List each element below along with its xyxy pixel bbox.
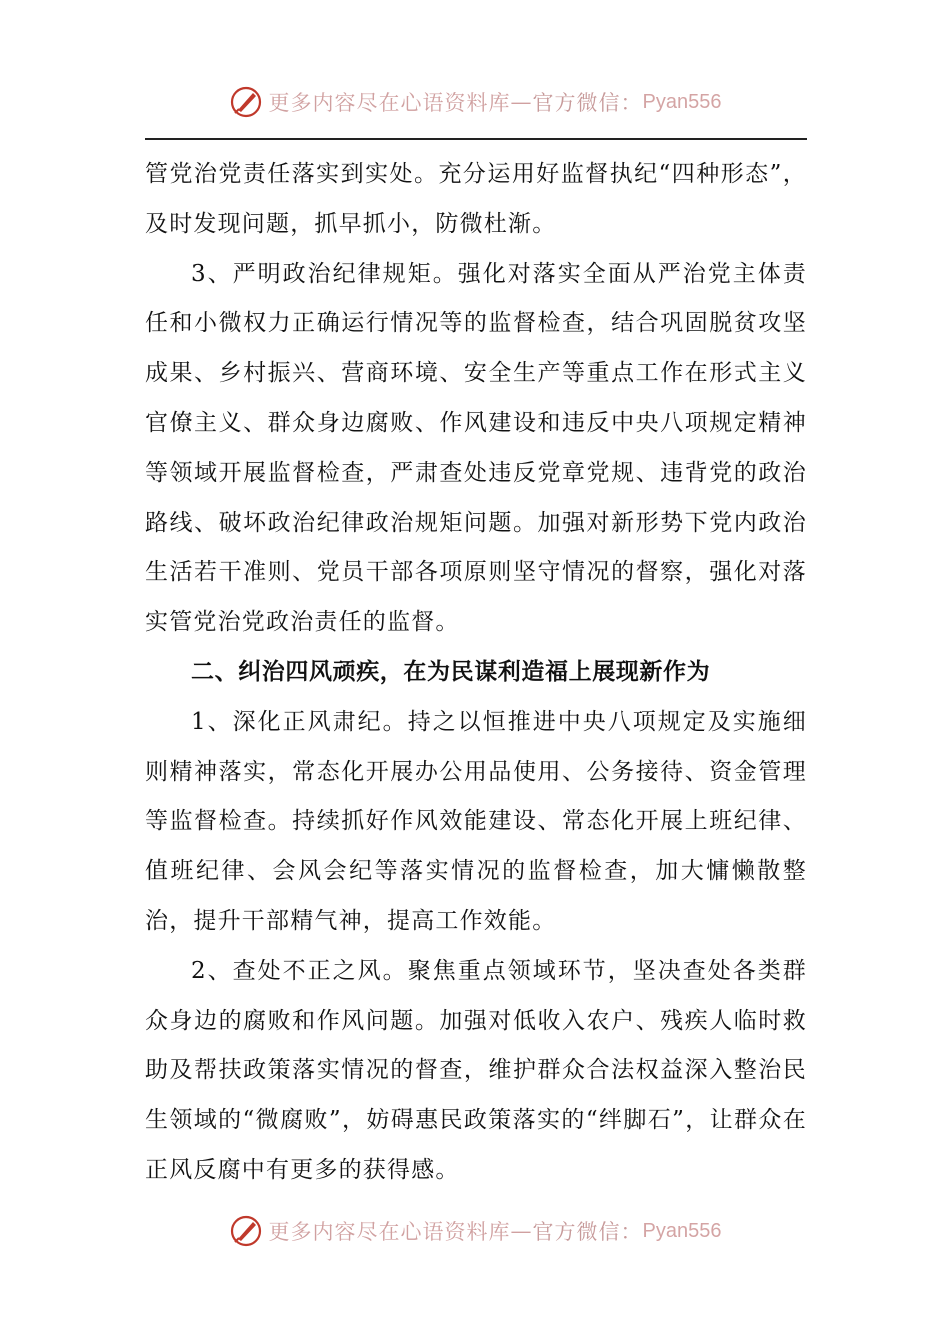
header-dash: — [510, 90, 533, 114]
page-footer [0, 1211, 950, 1251]
paragraph-investigate-misconduct: 2、查处不正之风。聚焦重点领域环节，坚决查处各类群众身边的腐败和作风问题。加强对低收入农户、残疾人临时救助及帮扶政策落实情况的督查，维护群众合法权益深入整治民生领域的“微腐败”，妨碍惠民政策落实的“绊脚石”，让群众在正风反腐中有更多的获得感。 [145, 957, 807, 1183]
section-heading: 二、纠治四风顽疾，在为民谋利造福上展现新作为 [191, 658, 711, 685]
document-body [145, 150, 807, 1196]
paragraph-rectify-style: 1、深化正风肃纪。持之以恒推进中央八项规定及实施细则精神落实，常态化开展办公用品使用、公务接待、资金管理等监督检查。持续抓好作风效能建设、常态化开展上班纪律、值班纪律、会风会纪等落实情况的监督检查，加大慵懒散整治，提升干部精气神，提高工作效能。 [145, 708, 807, 934]
footer-wechat-id: Pyan556 [642, 1219, 722, 1242]
quill-logo-icon [229, 1214, 263, 1248]
paragraph-continuation: 管党治党责任落实到实处。充分运用好监督执纪“四种形态”，及时发现问题，抓早抓小，防微杜渐。 [145, 161, 807, 237]
footer-wechat-label: 官方微信： [532, 1220, 643, 1244]
header-wechat-id: Pyan556 [642, 90, 722, 113]
header-wechat-label: 官方微信： [532, 91, 643, 115]
header-brand-text: 更多内容尽在心语资料库 [268, 91, 511, 115]
quill-logo-icon [229, 85, 263, 119]
page-header [0, 82, 950, 122]
header-divider [145, 138, 807, 140]
paragraph-political-discipline: 3、严明政治纪律规矩。强化对落实全面从严治党主体责任和小微权力正确运行情况等的监督检查，结合巩固脱贫攻坚成果、乡村振兴、营商环境、安全生产等重点工作在形式主义官僚主义、群众身边腐败、作风建设和违反中央八项规定精神等领域开展监督检查，严肃查处违反党章党规、违背党的政治路线、破坏政治纪律政治规矩问题。加强对新形势下党内政治生活若干准则、党员干部各项原则坚守情况的督察，强化对落实管党治党政治责任的监督。 [145, 260, 807, 636]
footer-dash: — [510, 1219, 533, 1243]
footer-brand-text: 更多内容尽在心语资料库 [268, 1220, 511, 1244]
